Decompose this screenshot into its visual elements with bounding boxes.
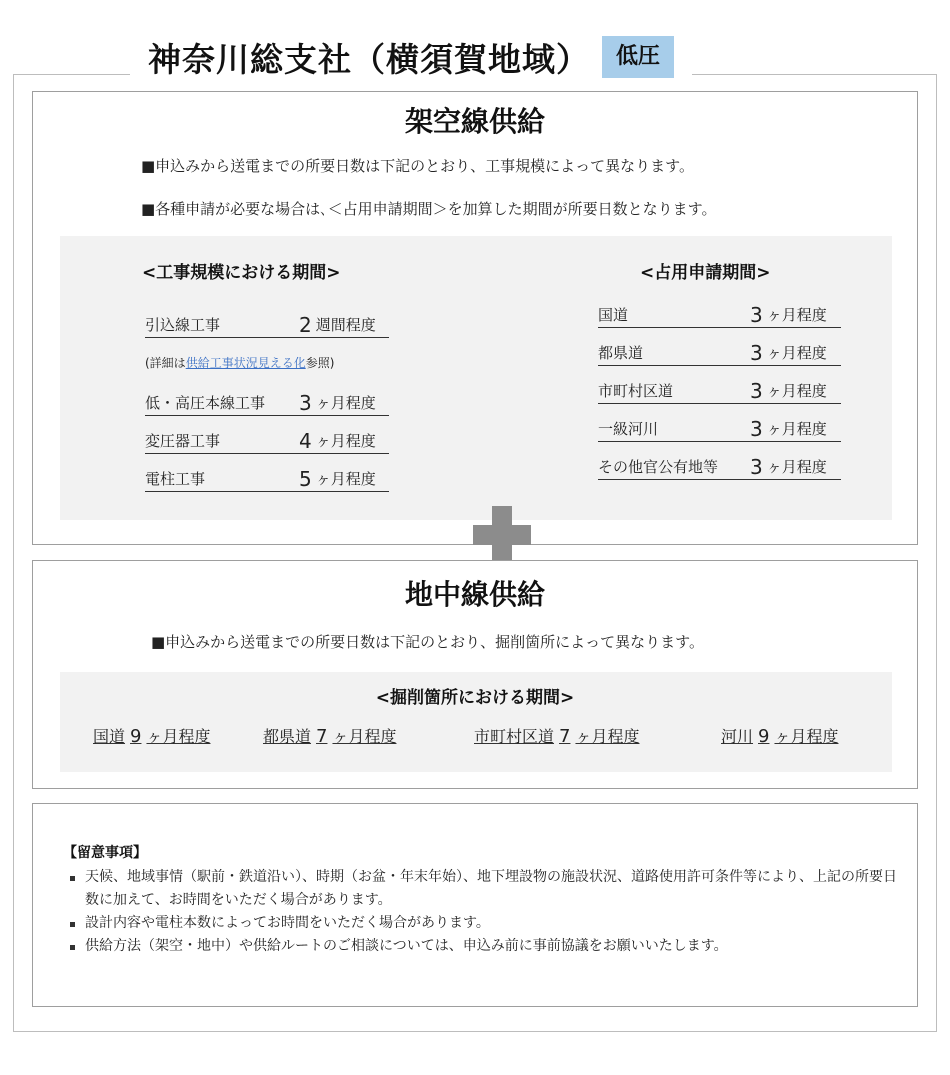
notes-panel <box>32 803 918 1007</box>
note-item: 供給方法（架空・地中）や供給ルートのご相談については、申込み前に事前協議をお願いいたします。 <box>69 935 899 958</box>
row-label: その他官公有地等 <box>598 458 719 476</box>
row-label: 都県道 <box>598 344 644 362</box>
occupancy-row <box>598 302 841 328</box>
item-number: 9 <box>758 726 770 747</box>
row-unit: ヶ月程度 <box>766 344 827 362</box>
visibility-link[interactable]: 供給工事状況見える化 <box>185 356 306 370</box>
excavation-item <box>263 725 396 747</box>
excavation-heading: <掘削箇所における期間> <box>375 688 575 708</box>
excavation-item <box>474 725 639 747</box>
note-item: 天候、地域事情（駅前・鉄道沿い）、時期（お盆・年末年始）、地下埋設物の施設状況、道路使用許可条件等により、上記の所要日数に加えて、お時間をいただく場合があります。 <box>69 866 899 912</box>
item-unit: ヶ月程度 <box>146 727 211 746</box>
notes-heading: 【留意事項】 <box>63 845 147 861</box>
underground-supply-panel <box>32 560 918 789</box>
aerial-note-1: ■申込みから送電までの所要日数は下記のとおり、工事規模によって異なります。 <box>141 157 694 175</box>
row-unit: ヶ月程度 <box>315 470 376 488</box>
detail-note-suffix: 参照) <box>305 356 335 370</box>
occupancy-row <box>598 378 841 404</box>
excavation-item <box>721 725 838 747</box>
underground-title: 地中線供給 <box>404 578 545 611</box>
row-number: 3 <box>750 303 763 327</box>
page-header <box>130 24 692 90</box>
occupancy-row <box>598 454 841 480</box>
item-label: 市町村区道 <box>474 727 555 746</box>
construction-scale-heading: <工事規模における期間> <box>142 263 341 283</box>
row-label: 国道 <box>598 306 629 324</box>
aerial-note-2: ■各種申請が必要な場合は､＜占用申請期間＞を加算した期間が所要日数となります。 <box>141 200 717 218</box>
item-label: 河川 <box>721 727 754 746</box>
row-unit: ヶ月程度 <box>766 420 827 438</box>
row-number: 3 <box>750 455 763 479</box>
occupancy-heading: <占用申請期間> <box>640 263 771 283</box>
row-number: 3 <box>750 379 763 403</box>
item-number: 9 <box>130 726 142 747</box>
plus-icon <box>473 506 531 564</box>
row-number: 2 <box>299 313 312 337</box>
construction-row <box>145 390 389 416</box>
notes-list <box>69 866 899 958</box>
row-label: 変圧器工事 <box>145 432 221 450</box>
row-label: 引込線工事 <box>145 316 221 334</box>
row-label: 電柱工事 <box>145 470 206 488</box>
item-label: 国道 <box>93 727 126 746</box>
row-label: 一級河川 <box>598 420 659 438</box>
row-unit: ヶ月程度 <box>766 458 827 476</box>
construction-row <box>145 428 389 454</box>
excavation-item <box>93 725 210 747</box>
row-label: 低・高圧本線工事 <box>145 394 266 412</box>
item-number: 7 <box>559 726 571 747</box>
item-unit: ヶ月程度 <box>774 727 839 746</box>
row-unit: ヶ月程度 <box>766 306 827 324</box>
row-label: 市町村区道 <box>598 382 674 400</box>
row-number: 5 <box>299 467 312 491</box>
underground-note-1: ■申込みから送電までの所要日数は下記のとおり、掘削箇所によって異なります。 <box>151 633 704 651</box>
row-number: 3 <box>299 391 312 415</box>
item-unit: ヶ月程度 <box>575 727 640 746</box>
detail-note-prefix: (詳細は <box>145 356 186 370</box>
row-number: 3 <box>750 417 763 441</box>
aerial-period-box <box>60 236 892 520</box>
page-title: 神奈川総支社（横須賀地域） <box>148 39 590 79</box>
row-unit: 週間程度 <box>315 316 376 334</box>
occupancy-row <box>598 416 841 442</box>
item-number: 7 <box>316 726 328 747</box>
row-unit: ヶ月程度 <box>315 432 376 450</box>
construction-row <box>145 312 389 338</box>
note-item: 設計内容や電柱本数によってお時間をいただく場合があります。 <box>69 912 899 935</box>
detail-note <box>145 354 334 371</box>
aerial-title: 架空線供給 <box>404 105 545 138</box>
item-unit: ヶ月程度 <box>332 727 397 746</box>
occupancy-row <box>598 340 841 366</box>
item-label: 都県道 <box>263 727 312 746</box>
row-number: 3 <box>750 341 763 365</box>
row-number: 4 <box>299 429 312 453</box>
row-unit: ヶ月程度 <box>315 394 376 412</box>
row-unit: ヶ月程度 <box>766 382 827 400</box>
aerial-supply-panel <box>32 91 918 545</box>
voltage-badge: 低圧 <box>602 36 674 78</box>
construction-row <box>145 466 389 492</box>
